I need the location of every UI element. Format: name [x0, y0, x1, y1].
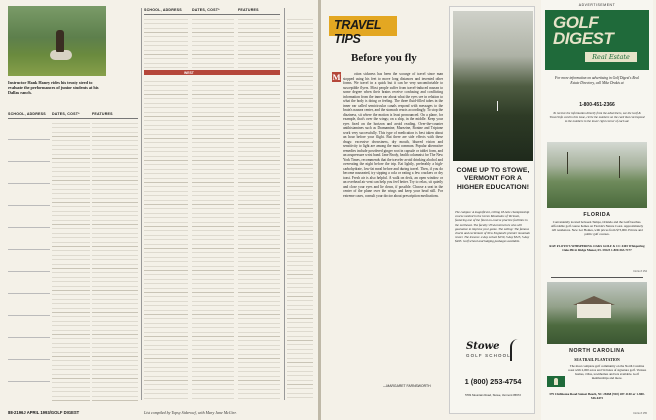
advertising-intro: For more information on advertising in Golf Digest's Real Estate Directory, call Mike Drakis at [555, 76, 639, 85]
flag-pin [497, 101, 498, 111]
advertisement-label: ADVERTISEMENT [578, 3, 616, 7]
palm-tree-shape [567, 152, 568, 174]
info-card-note: To receive the information directly from the advertisers, see the Golf & Travel Info card in this issue, circle the numbers on the card that correspond to the numbers in the lower right corner of each ad. [549, 111, 645, 123]
listing-desc-north-carolina: The most complete golf community on the North Carolina coast with 2,000 acres and 54 holes of signature golf. Various homes, villas, townhomes and lots available. Golf memberships and more. [567, 364, 647, 380]
listing-state-florida: FLORIDA [583, 212, 611, 218]
article-signature: —MARGARET FARNSWORTH [383, 384, 431, 388]
stowe-phone[interactable]: 1 (800) 253-4754 [464, 377, 522, 386]
listing-contact-florida[interactable]: RAY FLOYD'S WHISPERING OAKS GOLF & CC 4403 Whispering Oaks Blvd. Ridge Manor, FL 33523 1-800-563-7177 [549, 244, 645, 252]
school-column-right [144, 78, 188, 400]
school-column-right-top [144, 16, 188, 68]
col-head-features: FEATURES [92, 112, 113, 116]
features-column-right [238, 78, 280, 400]
north-carolina-listing-photo [547, 282, 647, 344]
col-head-school-r: SCHOOL, ADDRESS [144, 8, 182, 12]
column-divider [141, 8, 142, 400]
left-page [0, 0, 318, 420]
section-title: TRAVEL TIPS [334, 18, 382, 46]
listing-code-florida: Circle # 154 [633, 270, 647, 273]
dates-column-right [192, 78, 234, 400]
stowe-logo-script: Stowe [466, 341, 500, 352]
rider-shape [56, 30, 64, 52]
region-label: WEST [184, 70, 194, 75]
florida-listing-photo [547, 142, 647, 208]
col-head-dates: DATES, COST* [52, 112, 80, 116]
listing-desc-florida: Conveniently located between Tampa, Orlando and the Gulf beaches. Affordable golf course homes on Florida's Nature Coast. Approximately 120 residences. New Lot Homes, with prices from $73,900. Private and public golf courses. [550, 220, 644, 236]
logo-line-2: DIGEST [553, 29, 614, 48]
golfer-silhouette-icon [510, 339, 520, 361]
col-head-school: SCHOOL, ADDRESS [8, 112, 46, 116]
features-column-far-right [287, 16, 313, 400]
article-headline: Before you fly [351, 52, 417, 64]
golf-digest-logo [545, 10, 649, 70]
golf-digest-real-estate-panel [541, 0, 653, 420]
col-head-dates-r: DATES, COST* [192, 8, 220, 12]
table-rule-r [144, 14, 280, 15]
listing-contact-north-carolina[interactable]: 379 Clubhouse Road Sunset Beach, NC 28468 (910) 287-1140 or 1-800-546-6472 [549, 392, 645, 400]
features-column-right-top [238, 16, 280, 68]
listing-code-north-carolina: Circle # 155 [633, 412, 647, 415]
sea-trail-logo [547, 376, 565, 387]
stowe-course-photo [453, 11, 533, 161]
house-shape [577, 304, 611, 318]
article-text: otion sickness has been the scourge of travel since man stopped using his feet to move long distances and invented other forms. We travel in a quick but it can be very uncomfortable to susceptible flyers. Most people suffer from travel-induced nausea to some degree when their brains receive confusing and conflicting information from the inner ear about what the eyes see in relation to what the body is doing or feeling. The three fluid-filled tubes in the inner ear called semicircular canals respond with messages to the brain's nausea center, and the stomach reacts accordingly. To stop the dizziness, sit where the motion is least pronounced. On a plane, for example, that's over the wings; on a ship, in the middle. Keep your eyes fixed on the horizon and avoid reading. Over-the-counter antihistamines such as Dramamine, Marezine, Bonine and Triptone work very successfully. This type of medication is best taken about an hour before your flight. But there are side effects with these drugs: excessive drowsiness, dry mouth, blurred vision and sensitivity to light are among the most common. Popular alternative remedies include powdered ginger root in capsule or tablet form, and an acupressure wrist band. Jane Brody, health columnist for The New York Times, recommends that the traveler avoid drinking alcohol and overeating the night before the trip. Eat lightly, preferably a high-carbohydrate, low-fat meal before and during travel. Then, if you do become nauseated, try sipping a cola or eating a few crackers or dry toast. Fresh air is also helpful. A walk on deck, an open window or an overhead air vent can help you feel better. Try to relax, sit quietly and close your eyes and lie down, if possible. Choose a seat in the center of the plane over the wings and keep your head still. For extreme cases, consult your doctor about prescription medications. [343, 72, 443, 198]
logo-real-estate-tag: Real Estate [585, 52, 637, 62]
listing-title-north-carolina: SEA TRAIL PLANTATION [574, 358, 620, 362]
right-page [321, 0, 656, 420]
page-folio: 88-2196J APRIL 1993/GOLF DIGEST [8, 410, 80, 415]
col-head-features-r: FEATURES [238, 8, 259, 12]
features-column-left [92, 120, 138, 402]
list-credit: List compiled by Topsy Siderowf, with Mary Jane McGirr. [144, 410, 237, 415]
article-body [332, 72, 443, 380]
school-column-left [8, 120, 50, 402]
stowe-headline: COME UP TO STOWE, VERMONT FOR A HIGHER EDUCATION! [456, 167, 530, 191]
dates-column-left [52, 120, 90, 402]
stowe-ad[interactable] [449, 6, 535, 414]
dates-column-right-top [192, 16, 234, 68]
advertising-phone[interactable]: 1-800-451-2366 [579, 102, 615, 108]
dropcap: M [332, 72, 341, 82]
stowe-logo [466, 341, 516, 369]
stowe-logo-sub: GOLF SCHOOL [466, 353, 511, 358]
listing-separator [551, 277, 643, 278]
ranch-photo [8, 6, 106, 76]
stowe-address: 5781 Mountain Road, Stowe, Vermont 05672 [465, 393, 521, 397]
logo-line-1: GOLF [553, 13, 599, 32]
photo-caption: Instructor Hank Haney rides his trusty steed to evaluate the performances of junior students at his Dallas ranch. [8, 80, 99, 96]
listing-state-north-carolina: NORTH CAROLINA [569, 348, 625, 354]
stowe-body: The campus: A magnificent, rolling 18-hole championship course nestled in the Green Mountains of Vermont, featuring one of the finest on-course practice facilities in the northeast. The faculty: PGA instructors who will guarantee to improve your game. The setting: The famous charm and excitement of New England's premier mountain resort. The lessons: 2-day school $259, 3-day $325, 5-day $495. Golf school and lodging packages available. [455, 210, 531, 244]
region-bar [144, 70, 280, 75]
travel-tips-banner [329, 16, 397, 46]
column-divider-r [284, 8, 285, 400]
table-rule [8, 118, 138, 119]
palm-tree-shape [619, 156, 620, 178]
